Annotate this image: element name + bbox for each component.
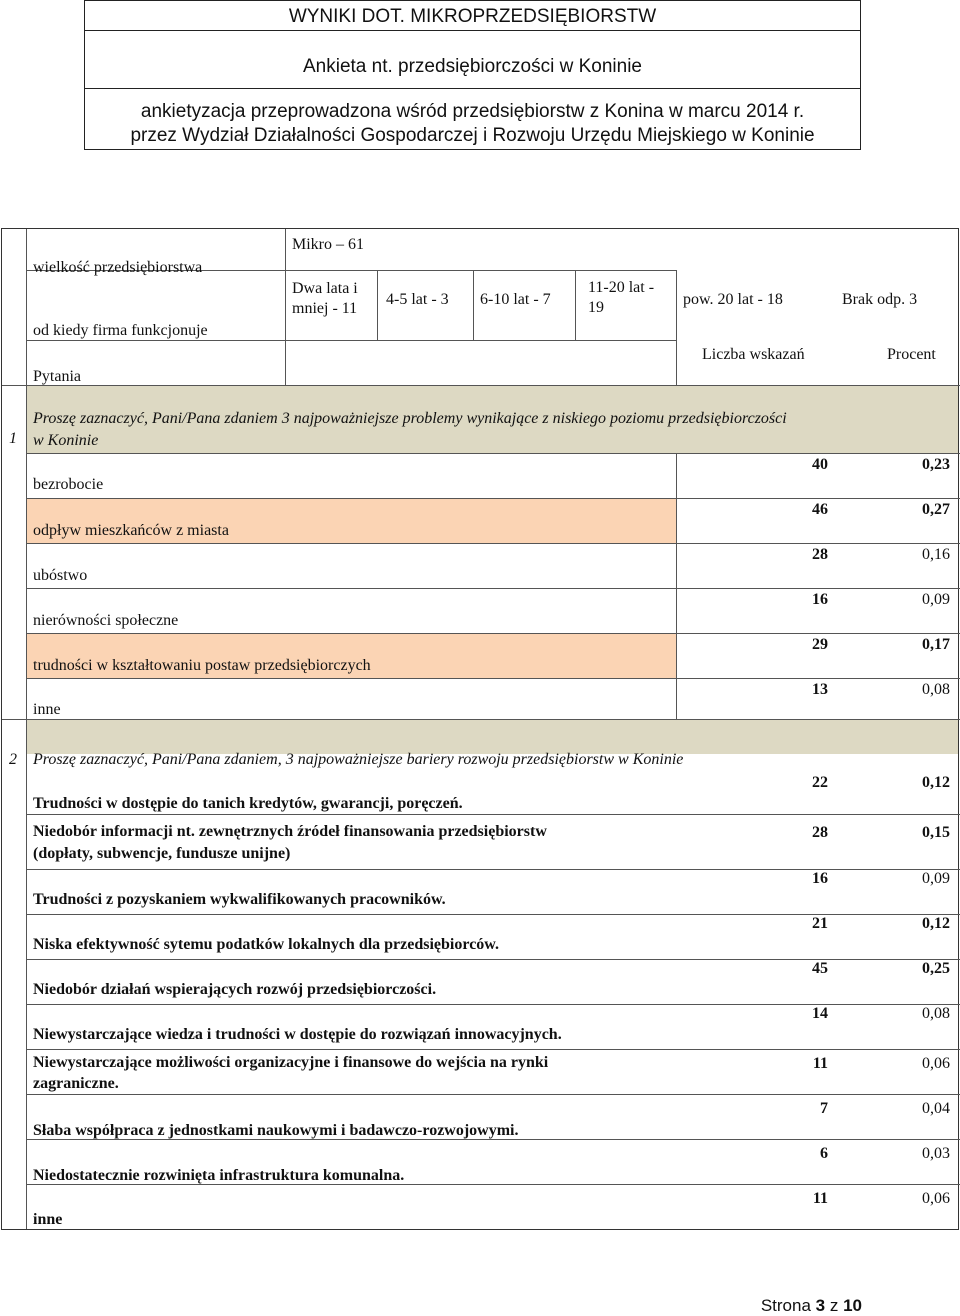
header-divider — [85, 30, 860, 31]
q1-percent: 0,27 — [922, 501, 950, 518]
report-title: WYNIKI DOT. MIKROPRZEDSIĘBIORSTW — [288, 6, 657, 27]
q2-percent: 0,15 — [922, 824, 950, 841]
q2-row-label-cont: zagraniczne. — [33, 1075, 119, 1092]
page-word: Strona — [760, 1296, 811, 1315]
q2-percent: 0,25 — [922, 960, 950, 977]
no-answer: Brak odp. 3 — [842, 291, 918, 308]
q2-count: 45 — [812, 960, 828, 977]
q2-row-label: Niedobór działań wspierających rozwój przedsiębiorczości. — [33, 981, 437, 998]
q1-percent: 0,23 — [922, 456, 950, 473]
column-divider — [575, 270, 576, 340]
percent-column-header: Procent — [887, 346, 936, 363]
q2-count: 7 — [820, 1100, 828, 1117]
q1-count: 40 — [812, 456, 828, 473]
results-table — [1, 228, 959, 1230]
row-divider — [285, 340, 676, 341]
questions-label: Pytania — [33, 368, 81, 385]
report-header — [84, 0, 861, 150]
question-2-text: Proszę zaznaczyć, Pani/Pana zdaniem, 3 najpoważniejsze bariery rozwoju przedsiębiorstw w Koninie — [33, 751, 684, 768]
q2-count: 6 — [820, 1145, 828, 1162]
q2-count: 22 — [812, 774, 828, 791]
q1-row-label: odpływ mieszkańców z miasta — [33, 522, 229, 539]
row-divider — [26, 814, 960, 815]
page-total: 10 — [843, 1296, 862, 1315]
report-subtitle: Ankieta nt. przedsiębiorczości w Koninie — [302, 56, 642, 77]
row-divider — [26, 678, 960, 679]
column-divider — [676, 453, 677, 719]
count-column-header: Liczba wskazań — [702, 346, 805, 363]
question-number: 2 — [9, 751, 17, 768]
q2-row-label: Niewystarczające wiedza i trudności w dostępie do rozwiązań innowacyjnych. — [33, 1026, 562, 1043]
question-1-text-line1: Proszę zaznaczyć, Pani/Pana zdaniem 3 najpoważniejsze problemy wynikające z niskiego poziomu przedsiębiorczości — [33, 410, 787, 427]
question-number: 1 — [9, 430, 17, 447]
q2-count: 11 — [812, 1190, 828, 1207]
q1-count: 16 — [812, 591, 828, 608]
row-divider — [26, 633, 960, 634]
q2-count: 11 — [812, 1055, 828, 1072]
row-divider — [26, 453, 960, 454]
q2-row-label: Niska efektywność sytemu podatków lokalnych dla przedsiębiorców. — [33, 936, 499, 953]
q2-count: 14 — [812, 1005, 828, 1022]
since-label: od kiedy firma funkcjonuje — [33, 322, 208, 339]
q2-percent: 0,12 — [922, 915, 950, 932]
page-number: 3 — [815, 1296, 826, 1315]
size-label: wielkość przedsiębiorstwa — [33, 259, 203, 276]
q1-row-label: bezrobocie — [33, 476, 104, 493]
report-line-3: ankietyzacja przeprowadzona wśród przedsiębiorstw z Konina w marcu 2014 r. — [140, 101, 805, 122]
q1-row-label: nierówności społeczne — [33, 612, 179, 629]
row-divider — [26, 588, 960, 589]
row-divider — [26, 1094, 960, 1095]
header-divider — [85, 88, 860, 89]
page-of: z — [829, 1296, 839, 1315]
q2-row-label: Słaba współpraca z jednostkami naukowymi i badawczo-rozwojowymi. — [33, 1122, 519, 1139]
q1-count: 29 — [812, 636, 828, 653]
q2-percent: 0,06 — [922, 1190, 950, 1207]
column-divider — [377, 270, 378, 340]
age-over-20: pow. 20 lat - 18 — [683, 291, 783, 308]
q1-row-label: trudności w kształtowaniu postaw przedsiębiorczych — [33, 657, 371, 674]
q1-percent: 0,17 — [922, 636, 950, 653]
column-divider — [285, 229, 286, 385]
q1-count: 28 — [812, 546, 828, 563]
q2-percent: 0,03 — [922, 1145, 950, 1162]
report-line-4: przez Wydział Działalności Gospodarczej i Rozwoju Urzędu Miejskiego w Koninie — [130, 125, 815, 146]
q2-percent: 0,12 — [922, 774, 950, 791]
age-11-20: 11-20 lat - 19 — [588, 279, 655, 316]
q1-percent: 0,08 — [922, 681, 950, 698]
q1-row-label: ubóstwo — [33, 567, 88, 584]
q1-row-label: inne — [33, 701, 61, 718]
mikro-count: Mikro – 61 — [292, 236, 364, 253]
q2-percent: 0,08 — [922, 1005, 950, 1022]
row-divider — [26, 1049, 960, 1050]
question-band — [27, 720, 958, 754]
age-6-10: 6-10 lat - 7 — [480, 291, 551, 308]
column-divider — [473, 270, 474, 340]
question-1-text-line2: w Koninie — [33, 432, 99, 449]
q2-percent: 0,04 — [922, 1100, 950, 1117]
q2-count: 28 — [812, 824, 828, 841]
row-divider — [26, 498, 960, 499]
q2-row-label-cont: (dopłaty, subwencje, fundusze unijne) — [33, 845, 291, 862]
q1-percent: 0,09 — [922, 591, 950, 608]
page-footer — [761, 1296, 862, 1316]
q2-row-label: inne — [33, 1211, 63, 1228]
q1-percent: 0,16 — [922, 546, 950, 563]
q2-percent: 0,06 — [922, 1055, 950, 1072]
column-divider — [676, 270, 677, 385]
q2-count: 21 — [812, 915, 828, 932]
q2-percent: 0,09 — [922, 870, 950, 887]
age-2-years: Dwa lata i mniej - 11 — [292, 280, 358, 317]
q2-count: 16 — [812, 870, 828, 887]
row-divider — [26, 543, 960, 544]
q2-row-label: Niewystarczające możliwości organizacyjne i finansowe do wejścia na rynki — [33, 1054, 549, 1071]
q2-row-label: Niedostatecznie rozwinięta infrastruktura komunalna. — [33, 1167, 405, 1184]
row-divider — [285, 270, 676, 271]
q2-row-label: Trudności z pozyskaniem wykwalifikowanych pracowników. — [33, 891, 446, 908]
age-4-5: 4-5 lat - 3 — [386, 291, 449, 308]
q2-row-label: Trudności w dostępie do tanich kredytów, gwarancji, poręczeń. — [33, 795, 463, 812]
q1-count: 13 — [812, 681, 828, 698]
q1-count: 46 — [812, 501, 828, 518]
q2-row-label: Niedobór informacji nt. zewnętrznych źródeł finansowania przedsiębiorstw — [33, 823, 547, 840]
